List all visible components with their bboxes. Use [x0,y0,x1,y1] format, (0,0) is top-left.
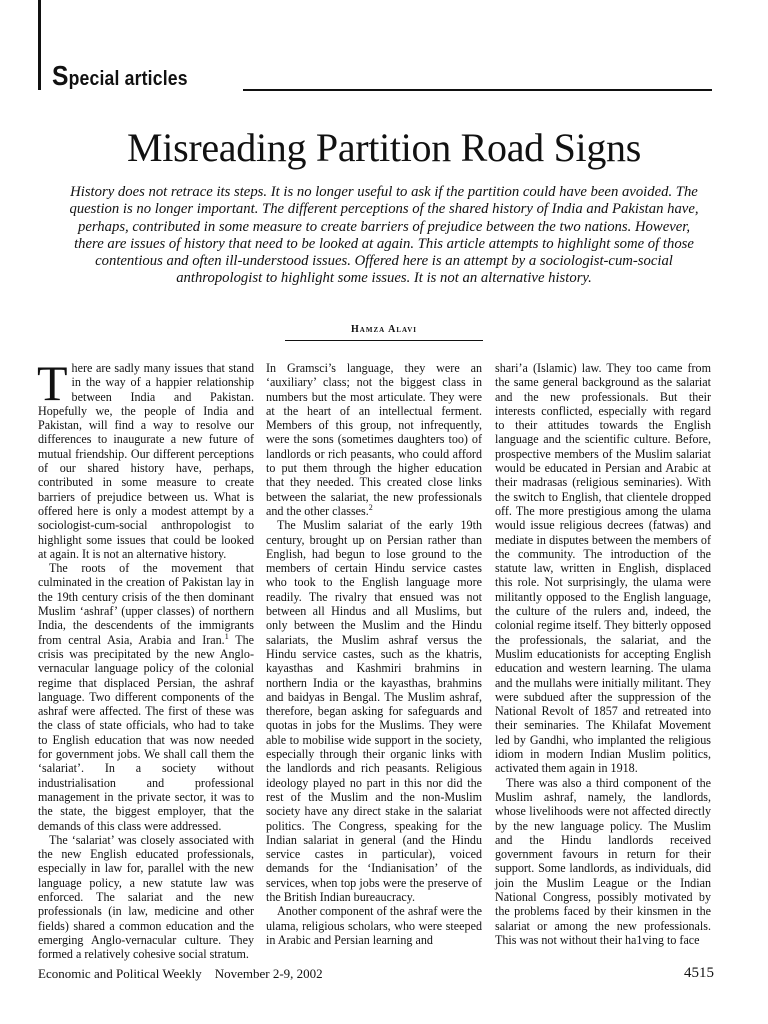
paragraph-text: here are sadly many issues that stand in the way of a happier relationship between India and Pakistan. Hopefully we, the people of India and Pakistan, will find a way to resolve our differences to inaugurate a new future of mutual friendship. Our different perceptions of our shared history have, perhaps, contributed in some measure to create barriers of prejudice between us. What is offered here is only a modest attempt by a sociologist-cum-social anthropologist to highlight some issues that could be looked at again. It is not an alternative history. [38,361,254,561]
text-column-2 [266,361,482,947]
section-rule [243,89,712,91]
section-label [52,60,188,92]
paragraph-text: The ‘salariat’ was closely associated with the new English educated professionals, especially in law for, parallel with the new language policy, a new statute law was enforced. The salariat and the new professionals (in law, medicine and other fields) shared a common education and the emerging Anglo-vernacular culture. They formed a relatively cohesive social stratum. [38,832,254,962]
paragraph-text: In Gramsci’s language, they were an ‘auxiliary’ class; not the biggest class in numbers but the most articulate. They were at the heart of an intellectual ferment. Members of this group, not infrequently, were the sons (sometimes daughters too) of landlords or rich peasants, who could afford to put them through the higher education that they needed. This created close links between the salariat, the new professionals and the other classes. [266,361,482,518]
paragraph [266,904,482,947]
text-column-3 [495,361,711,947]
footnote-ref: 1 [224,631,229,641]
article-abstract: History does not retrace its steps. It is no longer useful to ask if the partition could have been avoided. The question is no longer important. The different perceptions of the shared history of India and Pakistan have, perhaps, contributed in some measure to create barriers of prejudice between the two nations. However, there are issues of history that need to be looked at again. This article attempts to highlight some of those contentious and often ill-understood issues. Offered here is an attempt by a sociologist-cum-social anthropologist to highlight some issues. It is not an alternative history. [69,184,699,287]
margin-bar [38,0,41,90]
paragraph [266,518,482,904]
paragraph [38,561,254,833]
paragraph-text: The roots of the movement that culminated in the creation of Pakistan lay in the 19th century crisis of the then dominant Muslim ‘ashraf’ (upper classes) of northern India, the descendents of the immigrants from central Asia, Arabia and Iran. [38,561,254,647]
paragraph [495,776,711,948]
footer-journal [38,966,323,982]
paragraph [37,355,254,561]
paragraph-text: shari’a (Islamic) law. They too came from the same general background as the salariat and the new professionals. But their interests conflicted, especially with regard to their attitudes towards the English language and the scientific culture. Before, prospective members of the Muslim salariat would be educated in Persian and Arabic at their madrasas (religious seminaries). With the switch to English, that clientele dropped off. The more prestigious among the ulama would issue religious decrees (fatwas) and mediate in disputes between the members of the community. The introduction of the statute law, written in English, displaced this role. Not surprisingly, the ulama were militantly opposed to the English language, the culture of the rulers and, indeed, the colonial regime itself. They bitterly opposed the professionals, the salariat, and the Muslim educationists for accepting English education and western learning. The ulama and the mullahs were initially militant. They were subdued after the suppression of the National Revolt of 1857 and retreated into their seminaries. The Khilafat Movement led by Gandhi, who implanted the religious idiom in modern Indian Muslim politics, activated them again in 1918. [495,361,711,776]
paragraph-text: The crisis was precipitated by the new Anglo-vernacular language policy of the colonial regime that displaced Persian, the ashraf language. Two different components of the ashraf were affected. The first of these was the class of state officials, who had to take to English education that was now needed for government jobs. We shall call them the ‘salariat’. In a society without industrialisation and professional management in the private sector, it was to the state, the biggest employer, that the demands of this class were addressed. [38,632,255,833]
paragraph [38,833,254,962]
page-number: 4515 [684,965,714,981]
section-label-initial: S [52,60,69,91]
text-column-1 [37,355,255,962]
paragraph-text: There was also a third component of the Muslim ashraf, namely, the landlords, whose livelihoods were not affected directly by the new language policy. The Muslim and the Hindu landlords received government favours in return for their support. Some landlords, as individuals, did join the Muslim League or the Indian National Congress, possibly motivated by the problems faced by their kinsmen in the salariat or among the new professionals. This was not without their ha1ving to face [495,775,711,947]
drop-cap: T [37,355,68,411]
paragraph-text: Another component of the ashraf were the ulama, religious scholars, who were steeped in Arabic and Persian learning and [266,904,482,947]
author-name [0,324,768,335]
paragraph [495,361,711,776]
journal-name: Economic and Political Weekly [38,966,202,981]
author-rule [285,340,483,341]
footnote-ref: 2 [368,502,373,512]
author-name-text: Hamza Alavi [351,324,417,335]
section-label-text: pecial articles [68,68,188,90]
article-title: Misreading Partition Road Signs [126,125,642,170]
paragraph-text: The Muslim salariat of the early 19th century, brought up on Persian rather than English, had begun to lose ground to the members of certain Hindu service castes who took to the English language more readily. The rivalry that ensued was not between all Hindus and all Muslims, but only between the Muslim and the Hindu salariats, the Muslim ashraf versus the Hindu service castes, such as the khatris, kayasthas and Kashmiri brahmins in northern India or the kayasthas, brahmins and baidyas in Bengal. The Muslim ashraf, therefore, began asking for safeguards and quotas in jobs for the Muslims. They were able to mobilise wide support in the society, especially through their organic links with the landlords and rich peasants. Religious ideology played no part in this nor did the rest of the Muslim and the non-Muslim society have any direct stake in the salariat politics. The Congress, speaking for the Indian salariat in general (and the Hindu service castes in particular), voiced demands for the ‘Indianisation’ of the services, when top jobs were the preserve of the British Indian bureaucracy. [266,518,482,904]
paragraph [266,361,482,518]
issue-date: November 2-9, 2002 [214,966,323,981]
